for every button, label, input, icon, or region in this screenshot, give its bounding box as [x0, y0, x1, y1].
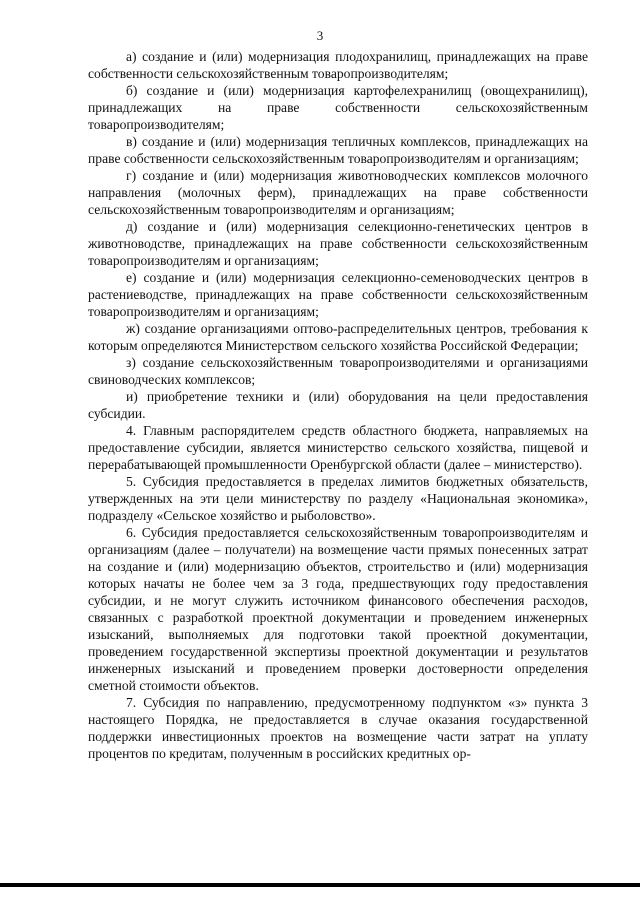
- scan-edge-bar: [0, 883, 640, 887]
- paragraph-clause-4: 4. Главным распорядителем средств областного бюджета, направляемых на предоставление субсидии, является министерство сельского хозяйства, пищевой и перерабатывающей промышленности Оренбургской области (далее – министерство).: [88, 423, 588, 472]
- paragraph-subitem-d: д) создание и (или) модернизация селекционно-генетических центров в животноводстве, принадлежащих на праве собственности сельскохозяйственным товаропроизводителям и организациям;: [88, 219, 588, 268]
- paragraph-subitem-a: а) создание и (или) модернизация плодохранилищ, принадлежащих на праве собственности сельскохозяйственным товаропроизводителям;: [88, 49, 588, 81]
- paragraph-clause-7: 7. Субсидия по направлению, предусмотренному подпунктом «з» пункта 3 настоящего Порядка, не предоставляется в случае оказания государственной поддержки инвестиционных проектов на возмещение части затрат на уплату процентов по кредитам, полученным в российских кредитных ор-: [88, 695, 588, 761]
- page-number: 3: [316, 28, 324, 43]
- paragraph-clause-6: 6. Субсидия предоставляется сельскохозяйственным товаропроизводителям и организациям (далее – получатели) на возмещение части прямых понесенных затрат на создание и (или) модернизацию объектов, строительство и (или) модернизация которых начаты не более чем за 3 года, предшествующих году предоставления субсидии, и не могут служить источником финансового обеспечения расходов, связанных с разработкой проектной документации и проведением инженерных изысканий, выполняемых для подготовки такой проектной документации, проведением государственной экспертизы проектной документации и результатов инженерных изысканий и проведением проверки достоверности определения сметной стоимости объектов.: [88, 525, 588, 693]
- paragraph-subitem-b: б) создание и (или) модернизация картофелехранилищ (овощехранилищ), принадлежащих на праве собственности сельскохозяйственным товаропроизводителям;: [88, 83, 588, 132]
- paragraph-clause-5: 5. Субсидия предоставляется в пределах лимитов бюджетных обязательств, утвержденных на эти цели министерству по разделу «Национальная экономика», подразделу «Сельское хозяйство и рыболовство».: [88, 474, 588, 523]
- paragraph-subitem-zh: ж) создание организациями оптово-распределительных центров, требования к которым определяются Министерством сельского хозяйства Российской Федерации;: [88, 321, 588, 353]
- paragraph-subitem-z: з) создание сельскохозяйственным товаропроизводителями и организациями свиноводческих комплексов;: [88, 355, 588, 387]
- document-body: [88, 48, 588, 762]
- paragraph-subitem-g: г) создание и (или) модернизация животноводческих комплексов молочного направления (молочных ферм), принадлежащих на праве собственности сельскохозяйственным товаропроизводителям и организациям;: [88, 168, 588, 217]
- paragraph-subitem-v: в) создание и (или) модернизация тепличных комплексов, принадлежащих на праве собственности сельскохозяйственным товаропроизводителям и организациям;: [88, 134, 588, 166]
- paragraph-subitem-i: и) приобретение техники и (или) оборудования на цели предоставления субсидии.: [88, 389, 588, 421]
- paragraph-subitem-e: е) создание и (или) модернизация селекционно-семеноводческих центров в растениеводстве, принадлежащих на праве собственности сельскохозяйственным товаропроизводителям и организациям;: [88, 270, 588, 319]
